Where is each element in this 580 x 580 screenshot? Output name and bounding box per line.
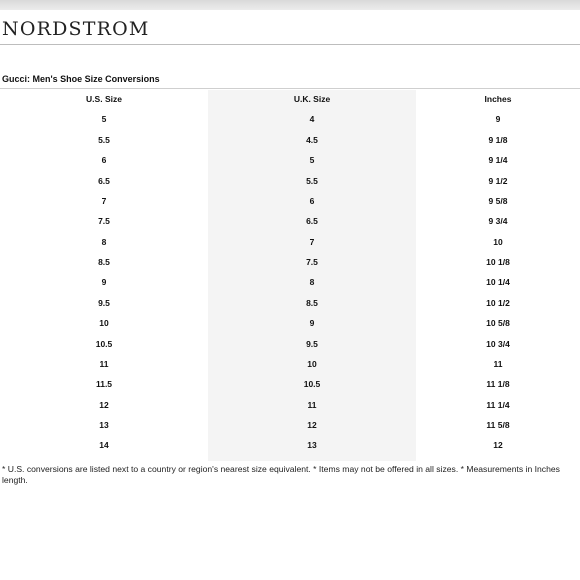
us-size-cell: 8: [101, 236, 107, 247]
uk-size-cell: 10: [307, 358, 317, 369]
uk-size-cell: 5.5: [306, 175, 318, 186]
uk-size-cell: 6: [309, 195, 315, 206]
us-size-cell: 5.5: [98, 134, 110, 145]
inches-cell: 10 1/8: [486, 257, 510, 267]
us-size-cell: 7: [101, 195, 107, 206]
nordstrom-logo[interactable]: NORDSTROM: [2, 18, 150, 40]
uk-size-cell: 8: [309, 277, 315, 288]
uk-size-cell: 4.5: [306, 134, 318, 145]
inches-cell: 11 5/8: [486, 420, 510, 430]
inches-cell: 11 1/8: [486, 379, 510, 390]
us-size-cell: 7.5: [98, 216, 110, 227]
site-header: [0, 10, 580, 45]
inches-cell: 10 1/4: [486, 277, 510, 288]
uk-size-cell: 8.5: [306, 297, 318, 308]
us-size-cell: 6: [101, 155, 107, 166]
inches-cell: 10 5/8: [486, 318, 510, 329]
inches-cell: 9 1/8: [488, 134, 508, 145]
page-title: Gucci: Men's Shoe Size Conversions: [2, 74, 160, 84]
header-uk-size: U.K. Size: [293, 94, 331, 104]
uk-size-cell: 6.5: [306, 216, 318, 227]
uk-size-cell: 7: [309, 236, 315, 247]
us-size-cell: 9.5: [98, 297, 110, 308]
uk-size-cell: 4: [309, 114, 315, 125]
us-size-cell: 10.5: [95, 338, 113, 349]
size-conversion-table: [0, 88, 580, 456]
inches-cell: 9 1/2: [488, 175, 508, 186]
uk-size-cell: 7.5: [306, 257, 318, 267]
inches-cell: 9 1/4: [488, 155, 508, 166]
inches-cell: 9 3/4: [488, 216, 508, 227]
uk-size-cell: 5: [309, 155, 315, 166]
us-size-cell: 9: [101, 277, 107, 288]
us-size-cell: 14: [99, 440, 109, 451]
us-size-cell: 11: [99, 358, 109, 369]
inches-cell: 9: [495, 114, 501, 125]
us-size-cell: 12: [99, 399, 109, 410]
uk-size-cell: 10.5: [303, 379, 321, 390]
us-size-cell: 11.5: [95, 379, 113, 390]
uk-size-cell: 11: [307, 399, 317, 410]
us-size-cell: 5: [101, 114, 107, 125]
inches-cell: 10 3/4: [486, 338, 510, 349]
browser-top-strip: [0, 0, 580, 10]
us-size-cell: 8.5: [98, 257, 110, 267]
inches-cell: 11: [493, 358, 503, 369]
uk-size-cell: 9.5: [306, 338, 318, 349]
inches-cell: 9 5/8: [488, 195, 508, 206]
us-size-cell: 10: [99, 318, 109, 329]
header-us-size: U.S. Size: [86, 94, 122, 104]
us-size-cell: 6.5: [98, 175, 110, 186]
inches-cell: 10 1/2: [486, 297, 510, 308]
header-inches: Inches: [484, 94, 512, 104]
footnote-text: * U.S. conversions are listed next to a country or region's nearest size equivalent. * Items may not be offered in all sizes. * Measurements in Inches length.: [2, 464, 560, 485]
us-size-cell: 13: [99, 420, 109, 430]
uk-size-cell: 13: [307, 440, 317, 451]
uk-size-cell: 12: [307, 420, 317, 430]
inches-cell: 12: [493, 440, 503, 451]
inches-cell: 10: [493, 236, 503, 247]
uk-size-cell: 9: [309, 318, 315, 329]
inches-cell: 11 1/4: [486, 399, 510, 410]
